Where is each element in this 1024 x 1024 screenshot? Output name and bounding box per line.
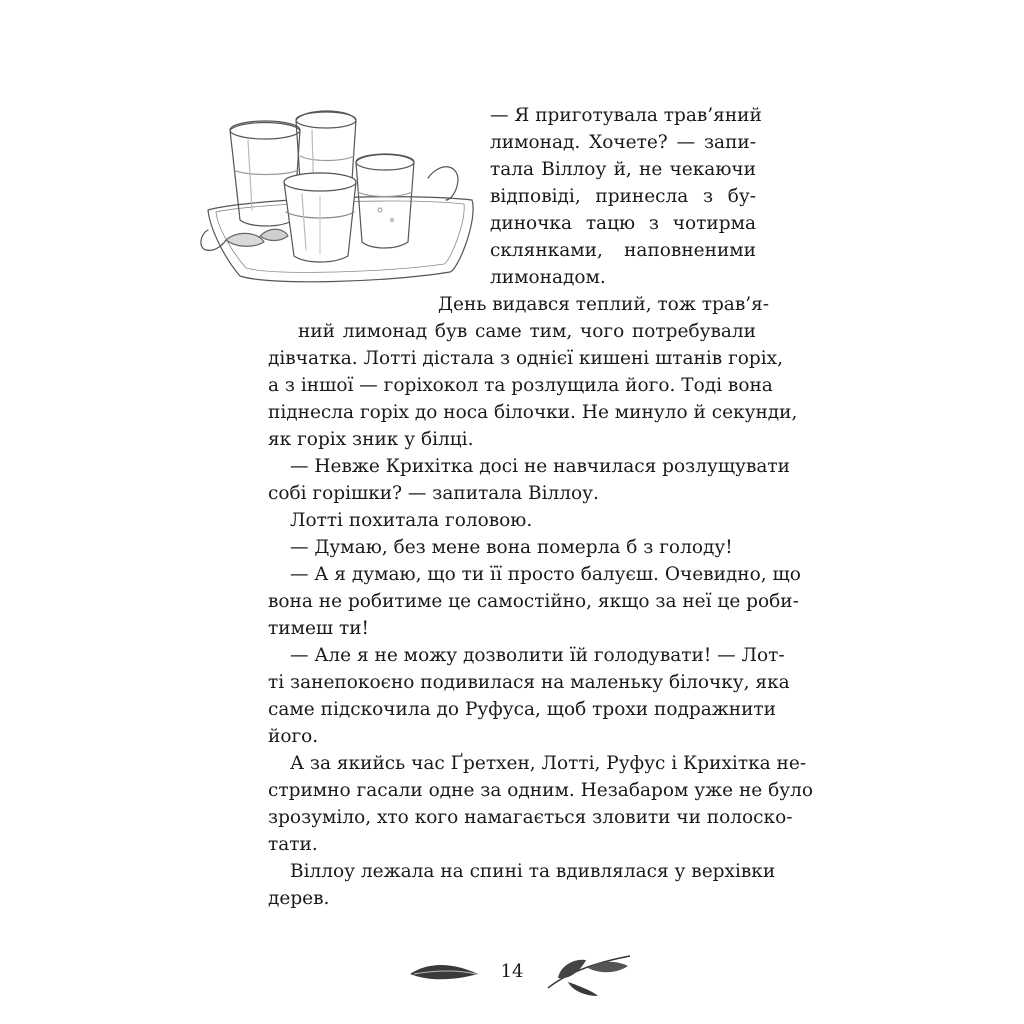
text-line: зрозуміло, хто кого намагається зловити чи полоско- [268,807,793,828]
text-line: а з іншої — горіхокол та розлущила його. Тоді вона [268,375,773,396]
leaf-ornament-right [538,948,634,996]
text-line: — Я приготувала трав’яний [490,105,762,126]
text-line: Лотті похитала головою. [290,510,533,531]
text-line: дівчатка. Лотті дістала з однієї кишені штанів горіх, [268,348,783,369]
page-footer [0,948,1024,998]
text-line: Віллоу лежала на спині та вдивлялася у верхівки [290,861,776,882]
text-line: тати. [268,834,318,855]
text-line: лимонадом. [490,267,606,288]
text-line: тала Віллоу й, не чекаючи [490,159,756,180]
text-line: лимонад. Хочете? — запи- [490,132,756,153]
text-line: тимеш ти! [268,618,369,639]
text-line: ний лимонад був саме тим, чого потребували [298,321,756,342]
text-line: піднесла горіх до носа білочки. Не минуло й секунди, [268,402,798,423]
text-line: саме підскочила до Руфуса, щоб трохи подражнити [268,699,776,720]
text-line: як горіх зник у білці. [268,429,474,450]
text-line: — Невже Крихітка досі не навчилася розлущувати [290,456,790,477]
text-line: — А я думаю, що ти її просто балуєш. Очевидно, що [290,564,801,585]
text-line: дерев. [268,888,330,909]
text-line: — Але я не можу дозволити їй голодувати! — Лот- [290,645,785,666]
page-number: 14 [500,961,524,982]
text-line: відповіді, принесла з бу- [490,186,756,207]
text-line: — Думаю, без мене вона померла б з голоду! [290,537,733,558]
lemonade-tray-illustration [200,100,485,290]
text-line: його. [268,726,319,747]
text-line: склянками, наповненими [490,240,756,261]
text-line: вона не робитиме це самостійно, якщо за неї це роби- [268,591,799,612]
text-line: А за якийсь час Ґретхен, Лотті, Руфус і Крихітка не- [290,753,807,774]
text-line: стримно гасали одне за одним. Незабаром уже не було [268,780,814,801]
text-line: День видався теплий, тож трав’я- [438,294,770,315]
leaf-ornament-left [408,958,480,986]
text-line: ті занепокоєно подивилася на маленьку білочку, яка [268,672,790,693]
text-line: собі горішки? — запитала Віллоу. [268,483,599,504]
text-line: диночка тацю з чотирма [490,213,756,234]
